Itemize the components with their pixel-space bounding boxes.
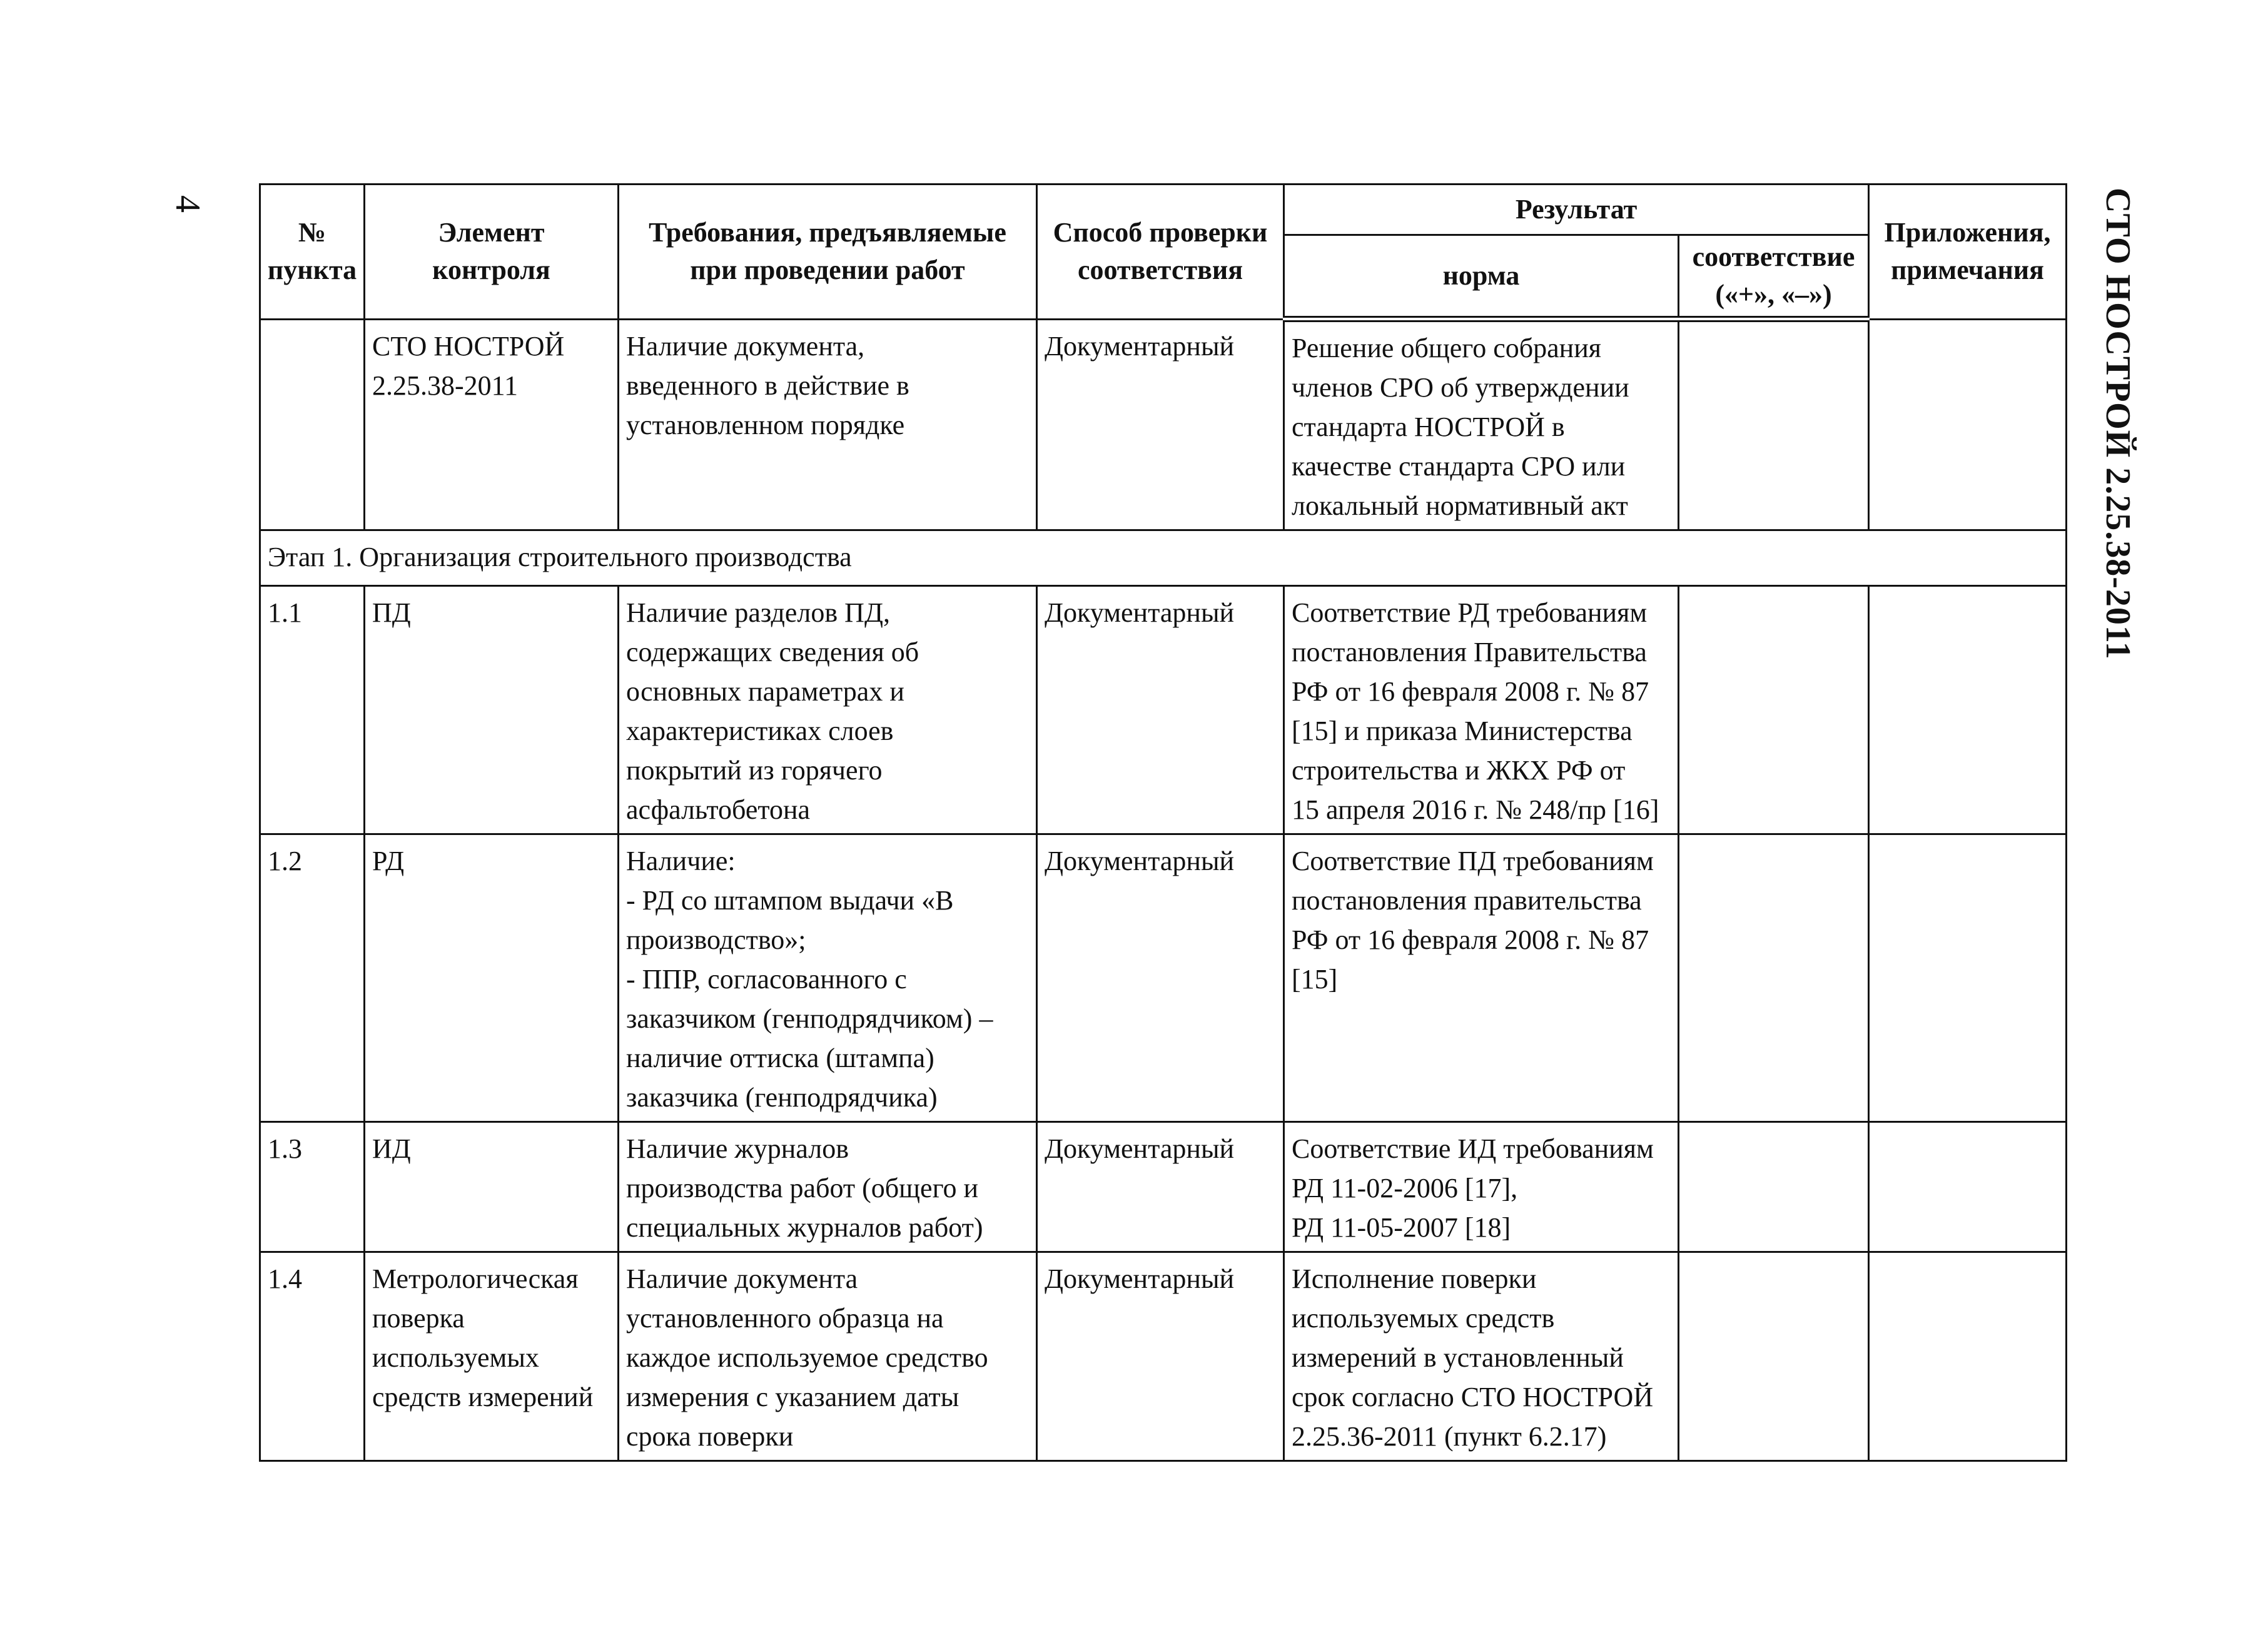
header-norm: норма — [1284, 235, 1679, 320]
requirements: Наличие разделов ПД, содержащих сведения об основных параметрах и характеристиках слоев покрытий из горячего асфальтобетона — [619, 586, 1037, 834]
notes-cell — [1869, 586, 2067, 834]
norm: Исполнение поверки используемых средств измерений в установленный срок согласно СТО НОСТРОЙ 2.25.36-2011 (пункт 6.2.17) — [1284, 1252, 1679, 1461]
control-element: СТО НОСТРОЙ 2.25.38-2011 — [365, 319, 619, 530]
requirements: Наличие: - РД со штампом выдачи «В производство»; - ППР, согласованного с заказчиком (генподрядчиком) – наличие оттиска (штампа) заказчика (генподрядчика) — [619, 834, 1037, 1122]
notes-cell — [1869, 1252, 2067, 1461]
inspection-table — [259, 183, 2067, 1462]
notes-cell — [1869, 834, 2067, 1122]
header-check-method: Способ проверки соответствия — [1037, 185, 1284, 320]
header-notes: Приложения, примечания — [1869, 185, 2067, 320]
control-element: РД — [365, 834, 619, 1122]
item-number: 1.2 — [260, 834, 365, 1122]
control-element: ПД — [365, 586, 619, 834]
header-requirements: Требования, предъявляемые при проведении работ — [619, 185, 1037, 320]
header-item-number: № пункта — [260, 185, 365, 320]
stage-row — [260, 530, 2067, 586]
running-title: СТО НОСТРОЙ 2.25.38-2011 — [2098, 188, 2137, 660]
conformity-cell — [1679, 319, 1869, 530]
check-method: Документарный — [1037, 319, 1284, 530]
item-number: 1.4 — [260, 1252, 365, 1461]
page-number: 4 — [168, 195, 207, 213]
conformity-cell — [1679, 1252, 1869, 1461]
header-result: Результат — [1284, 185, 1869, 235]
stage-title: Этап 1. Организация строительного производства — [260, 530, 2067, 586]
conformity-cell — [1679, 586, 1869, 834]
requirements: Наличие документа, введенного в действие в установленном порядке — [619, 319, 1037, 530]
item-number: 1.3 — [260, 1122, 365, 1252]
item-number — [260, 319, 365, 530]
control-element: Метрологическая поверка используемых средств измерений — [365, 1252, 619, 1461]
table-row — [260, 319, 2067, 530]
requirements: Наличие документа установленного образца на каждое используемое средство измерения с указанием даты срока поверки — [619, 1252, 1037, 1461]
header-conformity: соответствие («+», «–») — [1679, 235, 1869, 320]
item-number: 1.1 — [260, 586, 365, 834]
table-row — [260, 1252, 2067, 1461]
norm: Решение общего собрания членов СРО об утверждении стандарта НОСТРОЙ в качестве стандарта СРО или локальный нормативный акт — [1284, 319, 1679, 530]
requirements: Наличие журналов производства работ (общего и специальных журналов работ) — [619, 1122, 1037, 1252]
norm: Соответствие РД требованиям постановления Правительства РФ от 16 февраля 2008 г. № 87 [15] и приказа Министерства строительства и ЖКХ РФ от 15 апреля 2016 г. № 248/пр [16] — [1284, 586, 1679, 834]
check-method: Документарный — [1037, 1252, 1284, 1461]
table-row — [260, 586, 2067, 834]
control-element: ИД — [365, 1122, 619, 1252]
norm: Соответствие ИД требованиям РД 11-02-2006 [17], РД 11-05-2007 [18] — [1284, 1122, 1679, 1252]
conformity-cell — [1679, 1122, 1869, 1252]
table-row — [260, 834, 2067, 1122]
header-control-element: Элемент контроля — [365, 185, 619, 320]
check-method: Документарный — [1037, 586, 1284, 834]
notes-cell — [1869, 319, 2067, 530]
notes-cell — [1869, 1122, 2067, 1252]
conformity-cell — [1679, 834, 1869, 1122]
check-method: Документарный — [1037, 834, 1284, 1122]
norm: Соответствие ПД требованиям постановления правительства РФ от 16 февраля 2008 г. № 87 [15] — [1284, 834, 1679, 1122]
check-method: Документарный — [1037, 1122, 1284, 1252]
table-row — [260, 1122, 2067, 1252]
